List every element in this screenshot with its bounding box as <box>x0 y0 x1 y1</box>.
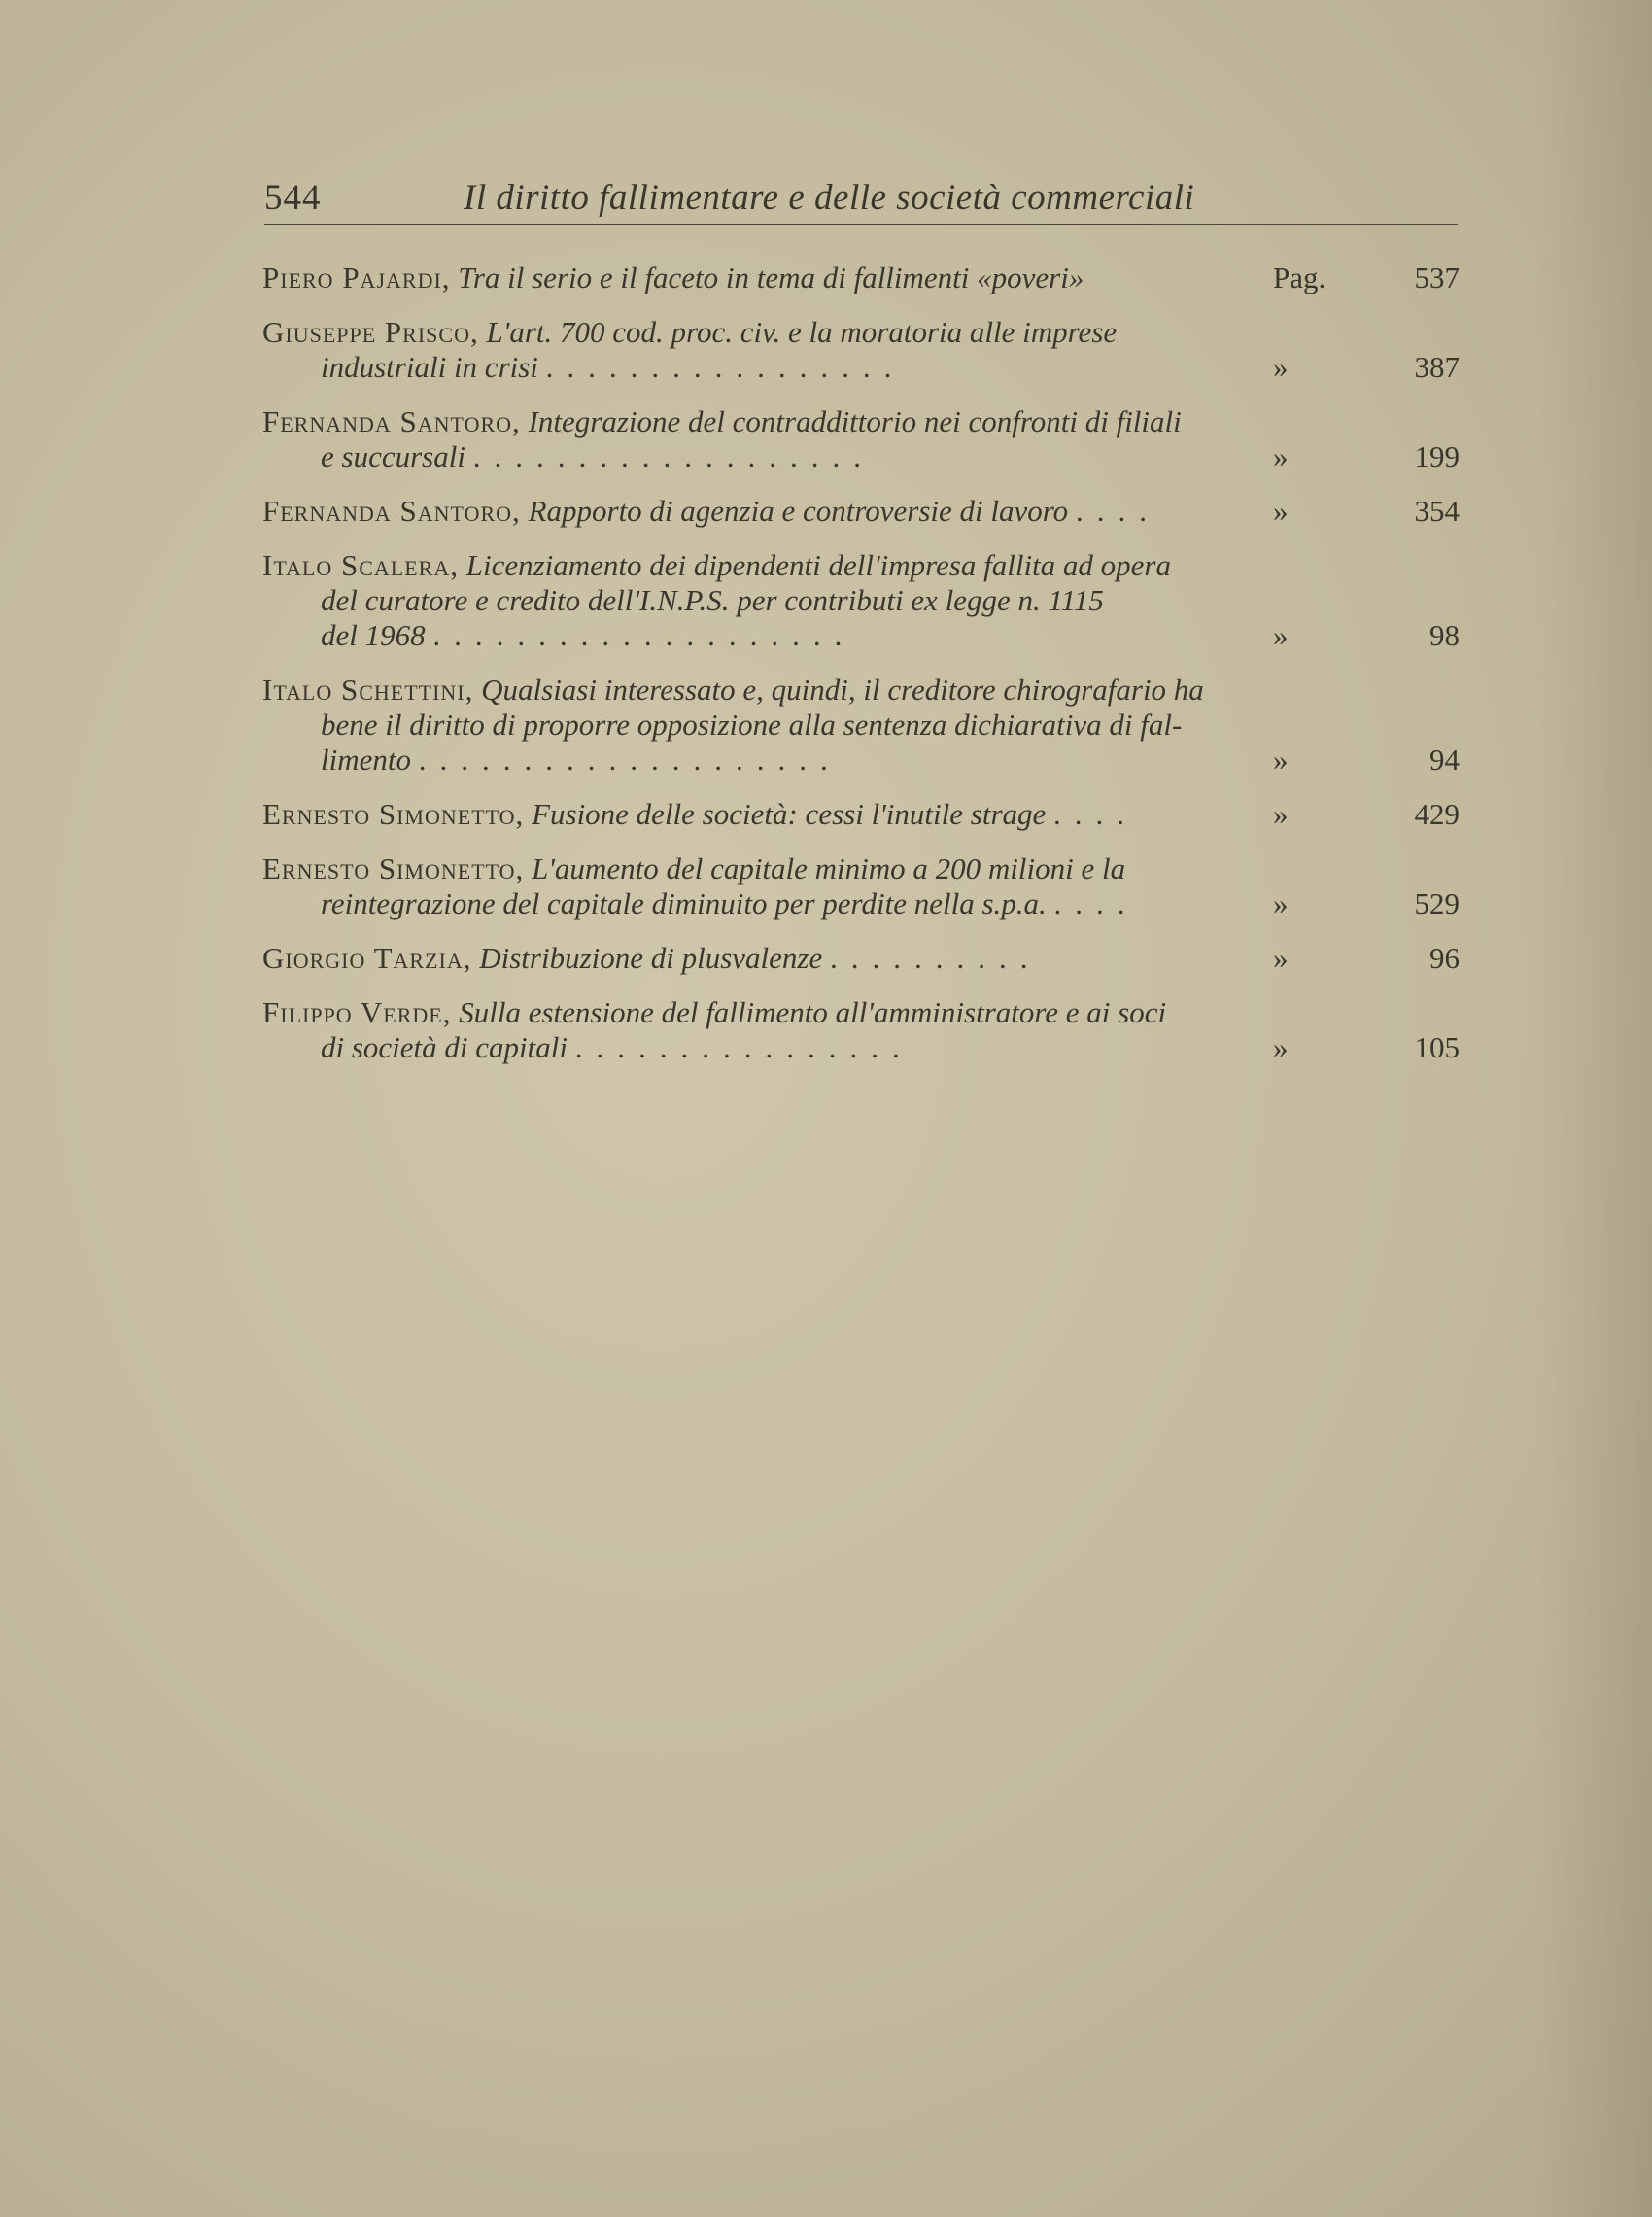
index-entry <box>262 673 1460 778</box>
page-number: 544 <box>264 178 322 218</box>
entry-page-marker: » <box>1273 350 1289 384</box>
entry-page-number: 199 <box>1414 439 1460 473</box>
entry-title: Fusione delle società: cessi l'inutile strage <box>532 797 1047 831</box>
running-title: Il diritto fallimentare e delle società commerciali <box>464 178 1195 218</box>
entry-author: Fernanda Santoro, <box>262 494 521 528</box>
entry-title: L'aumento del capitale minimo a 200 milioni e la <box>532 851 1126 885</box>
leader-dots: .... <box>1053 797 1139 831</box>
entry-title-continued: del curatore e credito dell'I.N.P.S. per contributi ex legge n. 1115 <box>321 583 1104 617</box>
index-entry <box>262 315 1460 385</box>
leader-dots: ................... <box>472 439 875 473</box>
leader-dots: .................... <box>432 618 856 652</box>
entry-page-number: 537 <box>1414 260 1460 294</box>
running-header <box>264 173 1458 225</box>
entry-title: Rapporto di agenzia e controversie di lavoro <box>528 494 1069 528</box>
entry-title-continued: e succursali <box>321 439 465 473</box>
entry-page-marker: » <box>1273 1030 1289 1064</box>
entry-author: Giuseppe Prisco, <box>262 315 479 349</box>
entry-author: Filippo Verde, <box>262 995 452 1029</box>
index-entry <box>262 797 1460 832</box>
entry-author: Italo Schettini, <box>262 673 474 707</box>
entry-title: Integrazione del contraddittorio nei confronti di filiali <box>528 404 1182 438</box>
entry-page-number: 529 <box>1414 886 1460 920</box>
entry-page-number: 354 <box>1414 494 1460 528</box>
leader-dots: .... <box>1053 886 1139 920</box>
leader-dots: .... <box>1075 494 1160 528</box>
index-entry <box>262 548 1460 653</box>
entry-title-continued: reintegrazione del capitale diminuito per perdite nella s.p.a. <box>321 886 1047 920</box>
entry-title-continued: del 1968 <box>321 618 426 652</box>
entry-author: Ernesto Simonetto, <box>262 797 525 831</box>
leader-dots: ................. <box>545 350 906 384</box>
entry-page-number: 96 <box>1429 941 1460 975</box>
index-entry <box>262 404 1460 474</box>
entry-page-marker: » <box>1273 618 1289 652</box>
index-entry <box>262 260 1460 295</box>
entry-author: Italo Scalera, <box>262 548 459 582</box>
entry-page-number: 105 <box>1414 1030 1460 1064</box>
entry-page-marker: » <box>1273 743 1289 777</box>
entry-title: L'art. 700 cod. proc. civ. e la moratoria alle imprese <box>486 315 1118 349</box>
entry-title-continued: limento <box>321 743 411 777</box>
entry-title-continued: industriali in crisi <box>321 350 538 384</box>
entry-title: Distribuzione di plusvalenze <box>479 941 823 975</box>
index-entry <box>262 941 1460 976</box>
entry-page-number: 94 <box>1429 743 1460 777</box>
entry-page-marker: » <box>1273 439 1289 473</box>
entry-page-number: 387 <box>1414 350 1460 384</box>
entry-title: Tra il serio e il faceto in tema di fallimenti «poveri» <box>458 260 1084 294</box>
entry-author: Ernesto Simonetto, <box>262 851 525 885</box>
entry-author: Piero Pajardi, <box>262 260 451 294</box>
entry-page-marker: » <box>1273 494 1289 528</box>
leader-dots: .......... <box>830 941 1042 975</box>
entry-title-continued: bene il diritto di proporre opposizione alla sentenza dichiarativa di fal- <box>321 708 1183 742</box>
entry-page-marker: » <box>1273 886 1289 920</box>
index-entry <box>262 851 1460 921</box>
index-list <box>262 260 1460 1085</box>
entry-page-marker: Pag. <box>1273 260 1326 294</box>
entry-page-number: 429 <box>1414 797 1460 831</box>
page-edge-shadow <box>1535 0 1652 2217</box>
entry-author: Fernanda Santoro, <box>262 404 521 438</box>
entry-title: Sulla estensione del fallimento all'amministratore e ai soci <box>459 995 1167 1029</box>
leader-dots: .................... <box>418 743 842 777</box>
entry-title: Qualsiasi interessato e, quindi, il creditore chirografario ha <box>481 673 1204 707</box>
index-entry <box>262 995 1460 1065</box>
entry-page-marker: » <box>1273 941 1289 975</box>
entry-page-marker: » <box>1273 797 1289 831</box>
entry-title-continued: di società di capitali <box>321 1030 568 1064</box>
index-entry <box>262 494 1460 529</box>
leader-dots: ................ <box>574 1030 913 1064</box>
entry-author: Giorgio Tarzia, <box>262 941 472 975</box>
entry-page-number: 98 <box>1429 618 1460 652</box>
entry-title: Licenziamento dei dipendenti dell'impresa fallita ad opera <box>465 548 1171 582</box>
